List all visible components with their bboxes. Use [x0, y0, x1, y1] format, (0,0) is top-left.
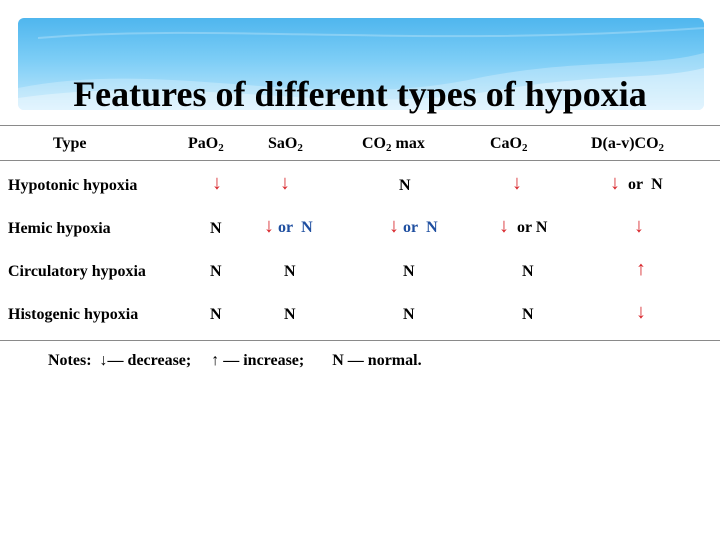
header-pao2: PaO$_2$: [188, 135, 224, 154]
hemic-pao2-value: N: [210, 220, 222, 237]
table-bottom-rule: [0, 340, 720, 341]
hypotonic-dav-value: ↓ or N: [610, 172, 663, 194]
hypotonic-cao2-down-arrow-icon: ↓: [512, 172, 522, 194]
table-top-rule: [0, 125, 720, 126]
row-label-histogenic: Histogenic hypoxia: [8, 306, 139, 323]
notes-down-arrow-icon: ↓: [99, 352, 108, 369]
hemic-dav-down-arrow-icon: ↓: [634, 215, 644, 237]
header-cao2: CaO$_2$: [490, 135, 528, 154]
histogenic-co2max-value: N: [403, 306, 415, 323]
row-label-circulatory: Circulatory hypoxia: [8, 263, 146, 280]
notes-line: [48, 352, 422, 370]
down-arrow-icon: ↓: [264, 215, 274, 237]
hypotonic-pao2-down-arrow-icon: ↓: [212, 172, 222, 194]
notes-n-text: — normal.: [347, 352, 422, 369]
notes-up-text: — increase;: [223, 352, 305, 369]
notes-prefix: Notes:: [48, 352, 92, 369]
down-arrow-icon: ↓: [499, 215, 509, 237]
circulatory-sao2-value: N: [284, 263, 296, 280]
hemic-co2max-value: ↓ or N: [389, 215, 438, 237]
down-arrow-icon: ↓: [610, 172, 620, 194]
header-dav-co2: $D(a-v)CO_2$: [591, 135, 665, 154]
histogenic-pao2-value: N: [210, 306, 222, 323]
notes-up-arrow-icon: ↑: [211, 352, 220, 369]
circulatory-co2max-value: N: [403, 263, 415, 280]
circulatory-dav-up-arrow-icon: ↑: [636, 258, 646, 280]
page-title: Features of different types of hypoxia: [73, 74, 647, 114]
header-sao2: SaO$_2$: [268, 135, 303, 154]
histogenic-cao2-value: N: [522, 306, 534, 323]
hypotonic-co2max-value: N: [399, 177, 411, 194]
notes-down-text: — decrease;: [107, 352, 192, 369]
hemic-sao2-value: ↓ or N: [264, 215, 313, 237]
row-label-hypotonic: Hypotonic hypoxia: [8, 177, 138, 194]
notes-n-symbol: N: [332, 352, 344, 369]
histogenic-dav-down-arrow-icon: ↓: [636, 301, 646, 323]
down-arrow-icon: ↓: [389, 215, 399, 237]
circulatory-cao2-value: N: [522, 263, 534, 280]
header-co2max: $CO_2$ max: [362, 135, 425, 154]
header-type: Type: [53, 135, 87, 152]
table-header-rule: [0, 160, 720, 161]
circulatory-pao2-value: N: [210, 263, 222, 280]
hemic-cao2-value: ↓ or N: [499, 215, 548, 237]
hypotonic-sao2-down-arrow-icon: ↓: [280, 172, 290, 194]
histogenic-sao2-value: N: [284, 306, 296, 323]
row-label-hemic: Hemic hypoxia: [8, 220, 111, 237]
